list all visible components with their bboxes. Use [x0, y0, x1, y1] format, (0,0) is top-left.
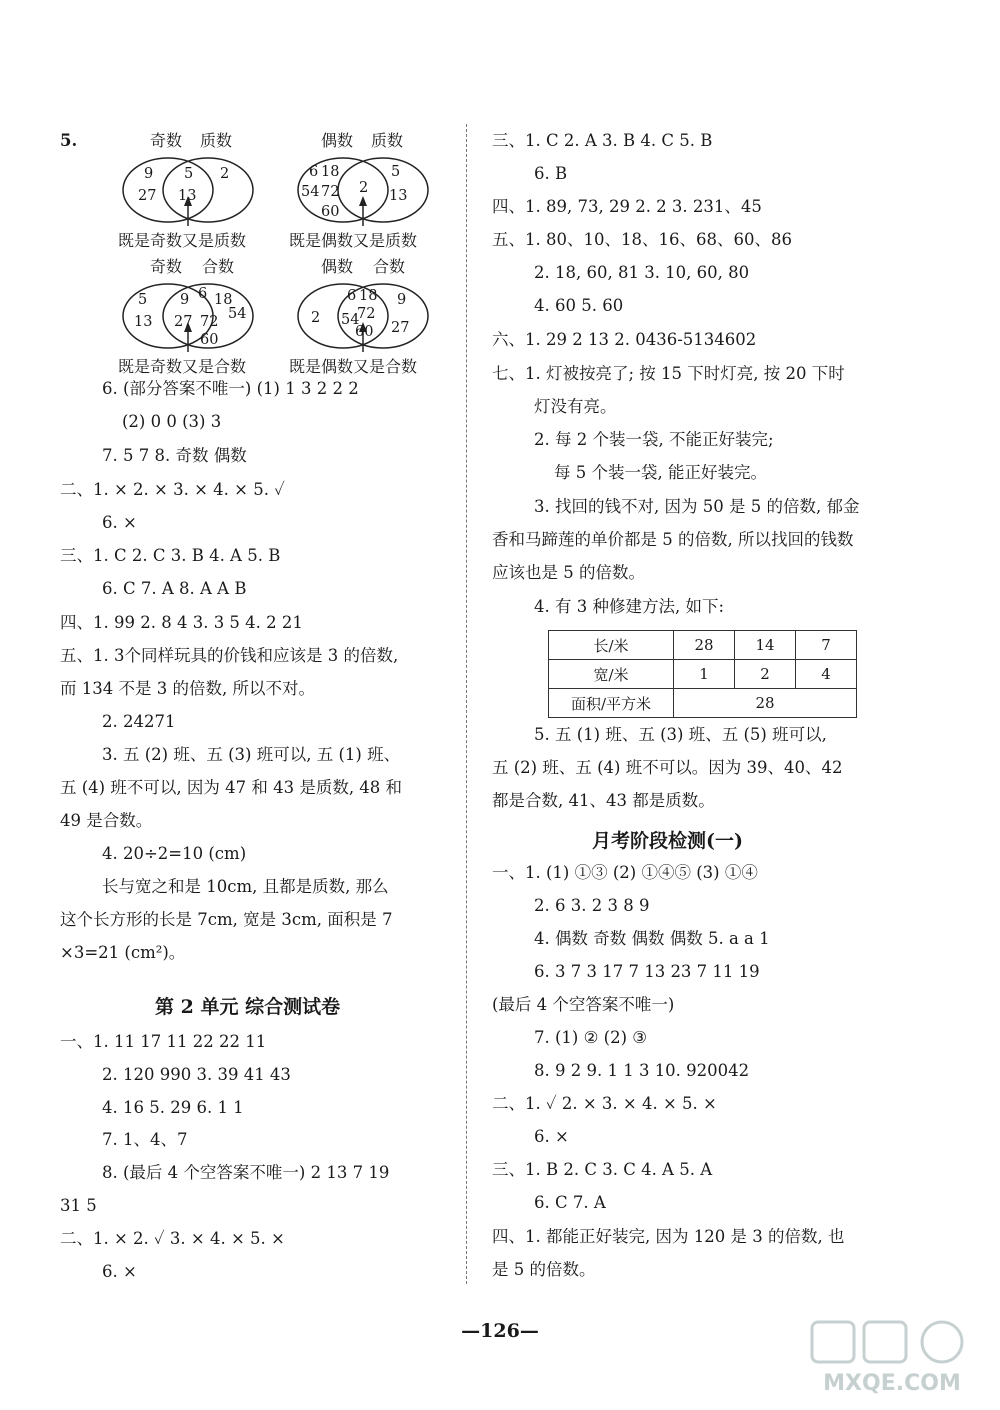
- m-line2: 2. 6 3. 2 3 8 9: [534, 896, 650, 915]
- section5-f: 49 是合数。: [60, 811, 153, 830]
- table-cell: 28: [674, 631, 735, 660]
- venn2-caption: 既是偶数又是质数: [289, 231, 418, 250]
- m-line9: 6. ×: [534, 1127, 569, 1146]
- dimensions-table: [548, 630, 857, 718]
- venn2-right-head: 质数: [371, 131, 404, 150]
- r-line12: 3. 找回的钱不对, 因为 50 是 5 的倍数, 郁金: [534, 497, 860, 516]
- m-line5: (最后 4 个空答案不唯一): [492, 995, 675, 1014]
- unit2-line3: 4. 16 5. 29 6. 1 1: [102, 1098, 244, 1117]
- section5-h: 长与宽之和是 10cm, 且都是质数, 那么: [102, 877, 389, 896]
- section4: 四、1. 99 2. 8 4 3. 3 5 4. 2 21: [60, 613, 303, 632]
- venn4-center-n2: 18: [359, 288, 378, 304]
- table-cell: 宽/米: [549, 660, 674, 689]
- section3-b: 6. C 7. A 8. A A B: [102, 579, 247, 598]
- venn3-right-n2: 18: [214, 292, 233, 308]
- venn2-right-n2: 13: [389, 188, 408, 204]
- section5-d: 3. 五 (2) 班、五 (3) 班可以, 五 (1) 班、: [102, 745, 401, 764]
- venn4-center-n3: 72: [357, 306, 376, 322]
- m-line7: 8. 9 2 9. 1 1 3 10. 920042: [534, 1061, 750, 1080]
- unit2-line6: 31 5: [60, 1196, 97, 1215]
- column-divider: [466, 124, 467, 1284]
- unit2-line4: 7. 1、4、7: [102, 1130, 188, 1149]
- section5-g: 4. 20÷2=10 (cm): [102, 844, 247, 863]
- m-line6: 7. (1) ② (2) ③: [534, 1028, 648, 1047]
- answer-6b: (2) 0 0 (3) 3: [122, 412, 222, 431]
- r-line2: 6. B: [534, 164, 568, 183]
- table-cell: 7: [796, 631, 857, 660]
- unit2-line7: 二、1. × 2. ✓ 3. × 4. × 5. ×: [60, 1229, 285, 1248]
- venn3-right-n5: 60: [200, 332, 219, 348]
- m-line10: 三、1. B 2. C 3. C 4. A 5. A: [492, 1160, 713, 1179]
- r-line16: 5. 五 (1) 班、五 (3) 班、五 (5) 班可以,: [534, 725, 827, 744]
- venn2-left-n3: 54: [301, 184, 320, 200]
- venn4-left-n1: 2: [311, 310, 321, 326]
- venn2-center-n1: 2: [359, 180, 369, 196]
- venn2-left-n1: 6: [309, 164, 319, 180]
- watermark-text: MXQE.COM: [823, 1371, 961, 1396]
- table-cell: 长/米: [549, 631, 674, 660]
- m-line1: 一、1. (1) ①③ (2) ①④⑤ (3) ①④: [492, 863, 758, 882]
- venn3-center-n2: 27: [174, 314, 193, 330]
- r-line17: 五 (2) 班、五 (4) 班不可以。因为 39、40、42: [492, 758, 843, 777]
- r-line13: 香和马蹄莲的单价都是 5 的倍数, 所以找回的钱数: [492, 530, 854, 549]
- venn4-center-n5: 60: [355, 324, 374, 340]
- venn3-left-n2: 13: [134, 314, 153, 330]
- section5-a: 五、1. 3个同样玩具的价钱和应该是 3 的倍数,: [60, 646, 399, 665]
- venn3-right-n3: 72: [200, 314, 219, 330]
- venn1-left-n2: 27: [138, 188, 157, 204]
- m-line13: 是 5 的倍数。: [492, 1260, 596, 1279]
- r-line11: 每 5 个装一袋, 能正好装完。: [554, 463, 767, 482]
- table-row: [549, 689, 857, 718]
- venn3-center-n1: 9: [180, 292, 190, 308]
- venn3-left-n1: 5: [138, 292, 148, 308]
- r-line4: 五、1. 80、10、18、16、68、60、86: [492, 230, 792, 249]
- section2-a: 二、1. × 2. × 3. × 4. × 5. ✓: [60, 480, 285, 499]
- venn3-left-head: 奇数: [150, 257, 183, 276]
- table-cell: 4: [796, 660, 857, 689]
- venn1-left-head: 奇数: [150, 131, 183, 150]
- table-cell: 14: [735, 631, 796, 660]
- r-line7: 六、1. 29 2 13 2. 0436-5134602: [492, 330, 757, 349]
- venn4-caption: 既是偶数又是合数: [289, 357, 418, 376]
- venn1-right-head: 质数: [200, 131, 233, 150]
- section3-a: 三、1. C 2. C 3. B 4. A 5. B: [60, 546, 281, 565]
- venn1-caption: 既是奇数又是质数: [118, 231, 247, 250]
- venn3-right-head: 合数: [202, 257, 235, 276]
- venn1-center-n1: 5: [184, 166, 194, 182]
- venn2-left-n4: 72: [321, 184, 340, 200]
- venn3-right-n4: 54: [228, 306, 247, 322]
- unit2-line2: 2. 120 990 3. 39 41 43: [102, 1065, 291, 1084]
- table-cell: 1: [674, 660, 735, 689]
- table-cell: 2: [735, 660, 796, 689]
- monthly-test-title: 月考阶段检测(一): [592, 830, 743, 852]
- r-line6: 4. 60 5. 60: [534, 296, 624, 315]
- venn2-left-head: 偶数: [321, 131, 354, 150]
- table-cell: 28: [674, 689, 857, 718]
- m-line3: 4. 偶数 奇数 偶数 偶数 5. a a 1: [534, 929, 770, 948]
- venn3-caption: 既是奇数又是合数: [118, 357, 247, 376]
- r-line14: 应该也是 5 的倍数。: [492, 563, 645, 582]
- r-line10: 2. 每 2 个装一袋, 不能正好装完;: [534, 430, 774, 449]
- table-row: [549, 660, 857, 689]
- venn2-left-n5: 60: [321, 204, 340, 220]
- r-line5: 2. 18, 60, 81 3. 10, 60, 80: [534, 263, 750, 282]
- m-line12: 四、1. 都能正好装完, 因为 120 是 3 的倍数, 也: [492, 1227, 845, 1246]
- section5-c: 2. 24271: [102, 712, 176, 731]
- section2-b: 6. ×: [102, 513, 137, 532]
- page-number: —126—: [461, 1320, 539, 1342]
- venn2-left-n2: 18: [321, 164, 340, 180]
- venn3-right-n1: 6: [198, 286, 208, 302]
- answer-6a: 6. (部分答案不唯一) (1) 1 3 2 2 2: [102, 379, 359, 398]
- r-line8: 七、1. 灯被按亮了; 按 15 下时灯亮, 按 20 下时: [492, 364, 845, 383]
- section5-b: 而 134 不是 3 的倍数, 所以不对。: [60, 679, 315, 698]
- answer-7-8: 7. 5 7 8. 奇数 偶数: [102, 446, 247, 465]
- venn1-center-n2: 13: [178, 188, 197, 204]
- r-line3: 四、1. 89, 73, 29 2. 2 3. 231、45: [492, 197, 762, 216]
- section5-i: 这个长方形的长是 7cm, 宽是 3cm, 面积是 7: [60, 910, 393, 929]
- venn1-left-n1: 9: [144, 166, 154, 182]
- r-line15: 4. 有 3 种修建方法, 如下:: [534, 597, 725, 616]
- unit2-line8: 6. ×: [102, 1262, 137, 1281]
- section5-e: 五 (4) 班不可以, 因为 47 和 43 是质数, 48 和: [60, 778, 403, 797]
- table-cell: 面积/平方米: [549, 689, 674, 718]
- r-line18: 都是合数, 41、43 都是质数。: [492, 791, 715, 810]
- watermark-logo: [792, 1318, 992, 1398]
- venn4-center-n4: 54: [341, 312, 360, 328]
- m-line8: 二、1. ✓ 2. × 3. × 4. × 5. ×: [492, 1094, 717, 1113]
- venn4-right-n2: 27: [391, 320, 410, 336]
- m-line4: 6. 3 7 3 17 7 13 23 7 11 19: [534, 962, 760, 981]
- q5-label: 5.: [60, 131, 78, 150]
- m-line11: 6. C 7. A: [534, 1193, 606, 1212]
- unit2-title: 第 2 单元 综合测试卷: [155, 996, 341, 1018]
- venn1-right-n1: 2: [220, 166, 230, 182]
- r-line9: 灯没有亮。: [534, 397, 617, 416]
- table-row: [549, 631, 857, 660]
- venn4-right-head: 合数: [373, 257, 406, 276]
- r-line1: 三、1. C 2. A 3. B 4. C 5. B: [492, 131, 713, 150]
- venn4-right-n1: 9: [397, 292, 407, 308]
- venn2-right-n1: 5: [391, 164, 401, 180]
- section5-j: ×3=21 (cm²)。: [60, 943, 186, 962]
- venn4-left-head: 偶数: [321, 257, 354, 276]
- venn4-center-n1: 6: [347, 288, 357, 304]
- unit2-line5: 8. (最后 4 个空答案不唯一) 2 13 7 19: [102, 1163, 390, 1182]
- unit2-line1: 一、1. 11 17 11 22 22 11: [60, 1032, 267, 1051]
